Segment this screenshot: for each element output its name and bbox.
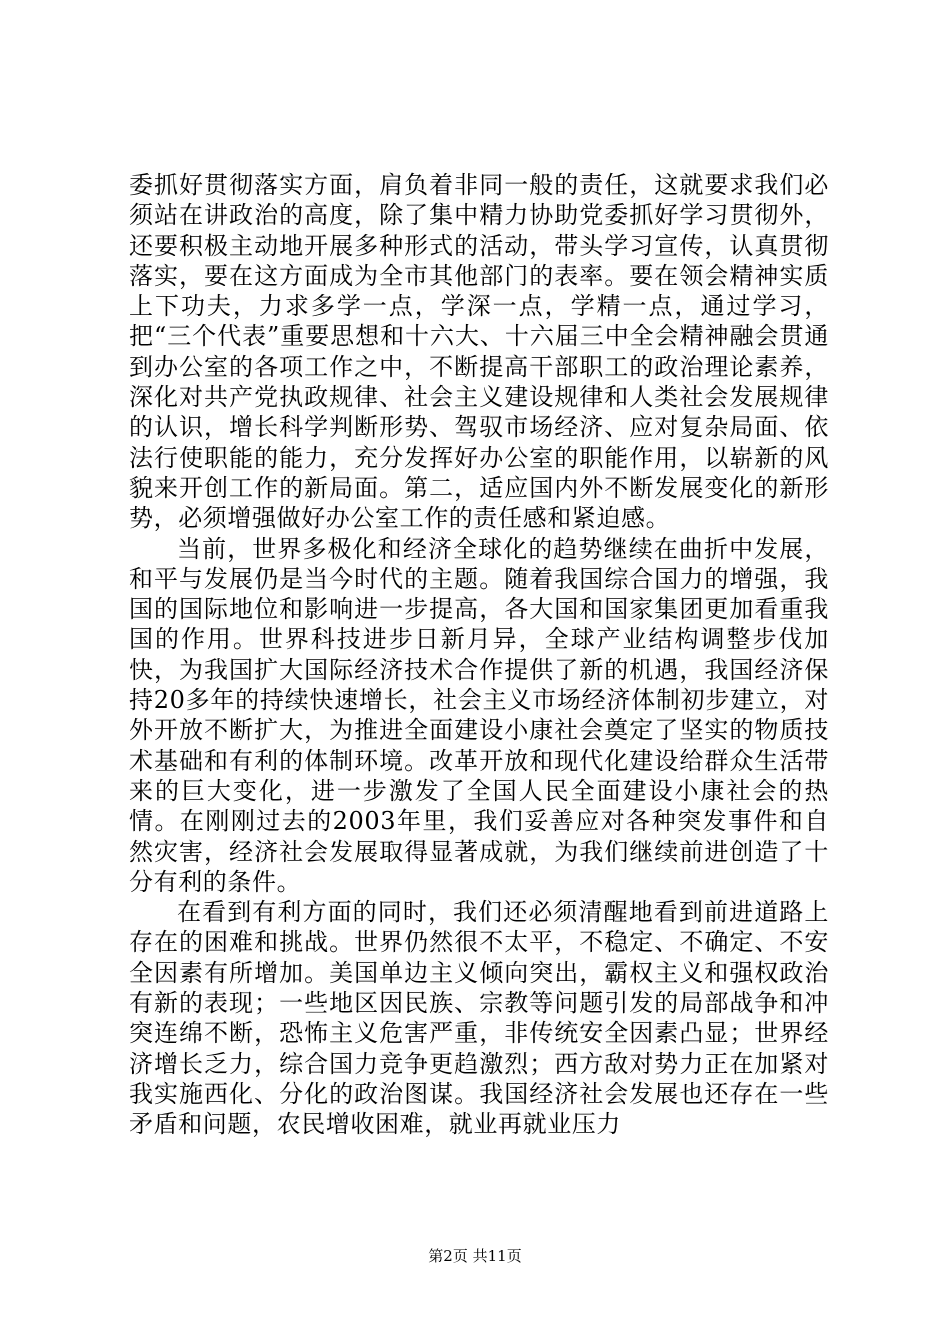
paragraph: 在看到有利方面的同时，我们还必须清醒地看到前进道路上存在的困难和挑战。世界仍然很不太平，不稳定、不确定、不安全因素有所增加。美国单边主义倾向突出，霸权主义和强权政治有新的表现；一些地区因民族、宗教等问题引发的局部战争和冲突连绵不断，恐怖主义危害严重，非传统安全因素凸显；世界经济增长乏力，综合国力竞争更趋激烈；西方敌对势力正在加紧对我实施西化、分化的政治图谋。我国经济社会发展也还存在一些矛盾和问题，农民增收困难，就业再就业压力 <box>129 898 829 1139</box>
page-number-footer: 第2页 共11页 <box>428 1247 522 1265</box>
paragraph: 当前，世界多极化和经济全球化的趋势继续在曲折中发展，和平与发展仍是当今时代的主题。随着我国综合国力的增强，我国的国际地位和影响进一步提高，各大国和国家集团更加看重我国的作用。世界科技进步日新月异，全球产业结构调整步伐加快，为我国扩大国际经济技术合作提供了新的机遇，我国经济保持20多年的持续快速增长，社会主义市场经济体制初步建立，对外开放不断扩大，为推进全面建设小康社会奠定了坚实的物质技术基础和有利的体制环境。改革开放和现代化建设给群众生活带来的巨大变化，进一步激发了全国人民全面建设小康社会的热情。在刚刚过去的2003年里，我们妥善应对各种突发事件和自然灾害，经济社会发展取得显著成就，为我们继续前进创造了十分有利的条件。 <box>129 534 829 896</box>
paragraph-continued: 委抓好贯彻落实方面，肩负着非同一般的责任，这就要求我们必须站在讲政治的高度，除了集中精力协助党委抓好学习贯彻外，还要积极主动地开展多种形式的活动，带头学习宣传，认真贯彻落实，要在这方面成为全市其他部门的表率。要在领会精神实质上下功夫，力求多学一点，学深一点，学精一点，通过学习，把“三个代表”重要思想和十六大、十六届三中全会精神融会贯通到办公室的各项工作之中，不断提高干部职工的政治理论素养，深化对共产党执政规律、社会主义建设规律和人类社会发展规律的认识，增长科学判断形势、驾驭市场经济、应对复杂局面、依法行使职能的能力，充分发挥好办公室的职能作用，以崭新的风貌来开创工作的新局面。第二，适应国内外不断发展变化的新形势，必须增强做好办公室工作的责任感和紧迫感。 <box>129 171 829 533</box>
document-body <box>129 170 829 1140</box>
